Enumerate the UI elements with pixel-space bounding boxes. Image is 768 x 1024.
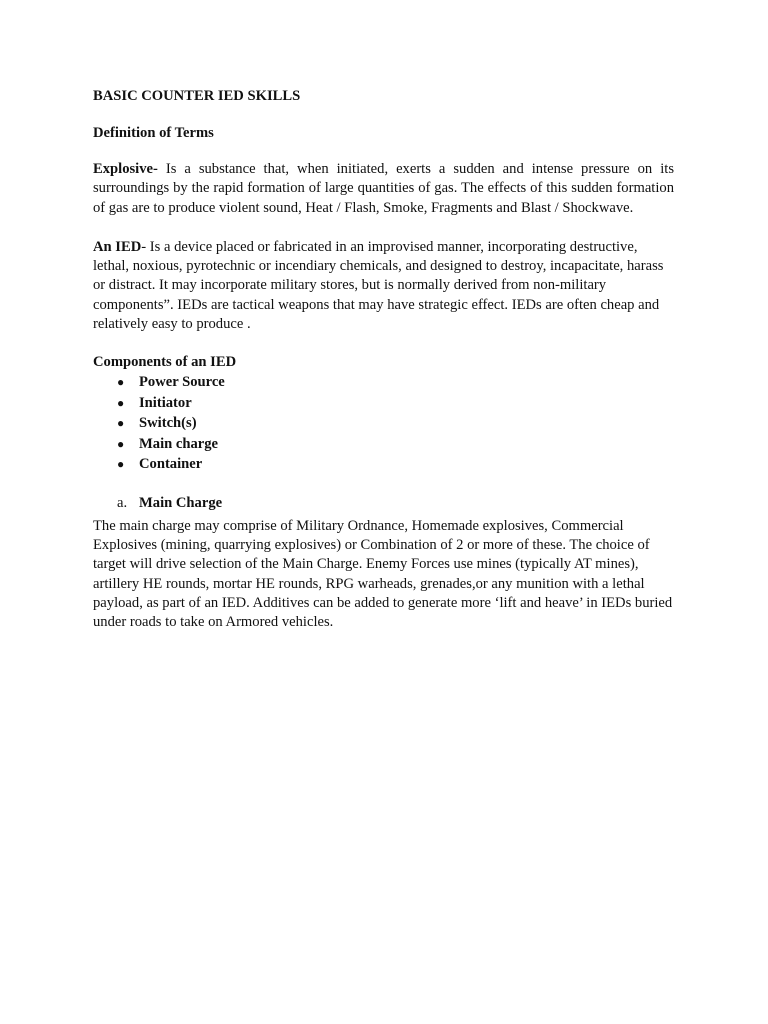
list-item bbox=[93, 372, 674, 393]
paragraph-main-charge: The main charge may comprise of Military Ordnance, Homemade explosives, Commercial Explosives (mining, quarrying explosives) or Combination of 2 or more of these. The choice of target will drive selection of the Main Charge. Enemy Forces use mines (typically AT mines), artillery HE rounds, mortar HE rounds, RPG warheads, grenades,or any munition with a lethal payload, as part of an IED. Additives can be added to generate more ‘lift and heave’ in IEDs buried under roads to take on Armored vehicles. bbox=[93, 517, 673, 631]
definition-ied: - Is a device placed or fabricated in an improvised manner, incorporating destructive, lethal, noxious, pyrotechnic or incendiary chemicals, and designed to destroy, incapacitate, harass or distract. It may incorporate military stores, but is normally derived from non-military components”. IEDs are tactical weapons that may have strategic effect. IEDs are often cheap and relatively easy to produce . bbox=[93, 238, 664, 333]
section-title-components: Components of an IED bbox=[93, 354, 237, 371]
bullet-icon: ● bbox=[117, 375, 125, 390]
subsection-marker: a. bbox=[117, 494, 128, 511]
subsection-title: Main Charge bbox=[139, 494, 223, 511]
term-ied: An IED bbox=[93, 238, 142, 255]
paragraph-explosive bbox=[93, 160, 674, 218]
subsection-main-charge bbox=[93, 493, 674, 513]
definition-explosive: Is a substance that, when initiated, exerts a sudden and intense pressure on its surroundings by the rapid formation of large quantities of gas. The effects of this sudden formation of gas are to produce violent sound, Heat / Flash, Smoke, Fragments and Blast / Shockwave. bbox=[93, 161, 674, 216]
list-item bbox=[93, 434, 674, 455]
document-title: BASIC COUNTER IED SKILLS bbox=[93, 88, 301, 104]
list-item bbox=[93, 413, 674, 434]
list-item bbox=[93, 393, 674, 414]
components-list bbox=[93, 372, 674, 475]
document-page bbox=[93, 86, 674, 633]
paragraph-ied bbox=[93, 238, 674, 334]
bullet-icon: ● bbox=[117, 436, 125, 451]
component-container: Container bbox=[139, 456, 203, 473]
component-switch: Switch(s) bbox=[139, 415, 197, 432]
section-title-definitions: Definition of Terms bbox=[93, 125, 214, 141]
bullet-icon: ● bbox=[117, 395, 125, 410]
component-main-charge: Main charge bbox=[139, 435, 219, 452]
bullet-icon: ● bbox=[117, 457, 125, 472]
component-initiator: Initiator bbox=[139, 394, 192, 411]
component-power-source: Power Source bbox=[139, 374, 225, 391]
list-item bbox=[93, 454, 674, 475]
term-explosive: Explosive- bbox=[93, 161, 158, 177]
bullet-icon: ● bbox=[117, 416, 125, 431]
